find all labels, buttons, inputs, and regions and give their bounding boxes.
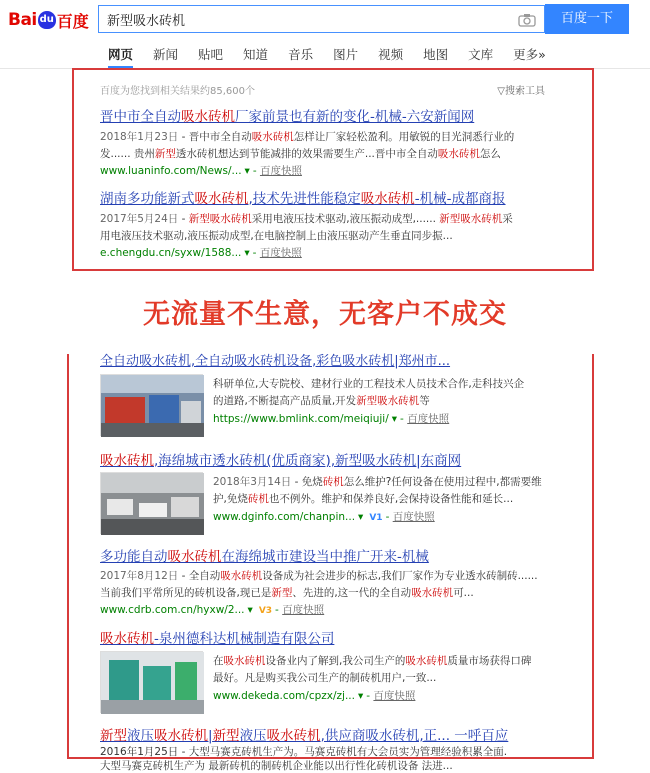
filter-icon: ▽ xyxy=(497,86,505,97)
dropdown-caret-icon[interactable]: ▾ xyxy=(244,247,250,259)
dropdown-caret-icon[interactable]: ▾ xyxy=(244,165,250,177)
search-result xyxy=(100,548,560,620)
search-result xyxy=(100,630,560,648)
result-url[interactable]: www.dginfo.com/chanpin... ▾ V1 - 百度快照 xyxy=(213,509,435,527)
search-result xyxy=(100,727,560,745)
result-count: 百度为您找到相关结果约85,600个 xyxy=(100,86,255,97)
result-title-link[interactable]: 晋中市全自动吸水砖机厂家前景也有新的变化-机械-六安新闻网 xyxy=(100,109,475,125)
result-title-link[interactable]: 吸水砖机,海绵城市透水砖机(优质商家),新型吸水砖机|东商网 xyxy=(100,453,462,469)
logo-text-right: 百度 xyxy=(56,11,89,31)
dropdown-caret-icon[interactable]: ▾ xyxy=(391,413,398,425)
result-thumbnail[interactable] xyxy=(100,472,203,534)
cache-link[interactable]: 百度快照 xyxy=(259,247,302,259)
paw-icon: du xyxy=(38,11,56,29)
result-thumbnail[interactable] xyxy=(100,651,203,713)
result-snippet: 科研单位,大专院校、建材行业的工程技术人员技术合作,走科技兴企 的道路,不断提高产品质量,开发新型吸水砖机等 xyxy=(213,378,525,407)
tab-map[interactable]: 地图 xyxy=(423,47,449,62)
tab-zhidao[interactable]: 知道 xyxy=(243,47,269,62)
search-tools-link[interactable]: ▽搜索工具 xyxy=(497,86,545,97)
dropdown-caret-icon[interactable]: ▾ xyxy=(357,690,364,702)
result-snippet: 2017年5月24日 - 新型吸水砖机采用电液压技术驱动,液压振动成型,...... 新型吸水砖机采 用电液压技术驱动,液压振动成型,在电脑控制上由液压驱动产生垂直同步振... xyxy=(100,213,513,242)
result-title-link[interactable]: 多功能自动吸水砖机在海绵城市建设当中推广开来-机械 xyxy=(100,549,429,565)
result-thumbnail[interactable] xyxy=(100,374,203,436)
v1-badge-icon[interactable]: V1 xyxy=(369,513,383,523)
result-title-link[interactable]: 新型液压吸水砖机|新型液压吸水砖机,供应商吸水砖机,正... 一呼百应 xyxy=(100,728,509,744)
cache-link[interactable]: 百度快照 xyxy=(282,604,325,616)
tab-web[interactable]: 网页 xyxy=(108,44,133,68)
search-result xyxy=(100,452,560,470)
result-snippet: 2016年1月25日 - 大型马赛克砖机生产为。马赛克砖机有大会员实为管理经验积累全面. xyxy=(100,746,508,758)
tab-more[interactable]: 更多» xyxy=(513,47,546,62)
baidu-logo[interactable] xyxy=(8,8,94,32)
cache-link[interactable]: 百度快照 xyxy=(407,413,450,425)
tab-news[interactable]: 新闻 xyxy=(153,47,179,62)
cache-link[interactable]: 百度快照 xyxy=(373,690,416,702)
banner-slogan: 无流量不生意，无客户不成交 xyxy=(143,299,507,330)
result-snippet: 2018年3月14日 - 免烧砖机怎么维护?任何设备在使用过程中,都需要维 护,免烧砖机也不例外。维护和保养良好,会保持设备性能和延长... xyxy=(213,476,542,505)
result-title-link[interactable]: 湖南多功能新式吸水砖机,技术先进性能稳定吸水砖机-机械-成都商报 xyxy=(100,191,506,207)
result-url[interactable]: e.chengdu.cn/syxw/1588... ▾ - 百度快照 xyxy=(100,247,302,259)
logo-text-left: Bai xyxy=(8,10,37,30)
search-result xyxy=(100,190,560,262)
result-meta xyxy=(100,82,545,98)
result-snippet: 2018年1月23日 - 晋中市全自动吸水砖机怎样让厂家轻松盈利。用敏锐的目光洞悉行业的 发...... 贵州新型透水砖机想达到节能减排的效果需要生产...晋中市全自动吸水砖机怎么 xyxy=(100,131,515,160)
result-url[interactable]: www.cdrb.com.cn/hyxw/2... ▾ V3 - 百度快照 xyxy=(100,602,560,620)
search-button[interactable]: 百度一下 xyxy=(545,4,629,34)
result-snippet: 在吸水砖机设备业内了解到,我公司生产的吸水砖机质量市场获得口碑 最好。凡是购买我公司生产的制砖机用户,一致... xyxy=(213,655,532,684)
tab-video[interactable]: 视频 xyxy=(378,47,404,62)
dropdown-caret-icon[interactable]: ▾ xyxy=(358,511,364,523)
tab-music[interactable]: 音乐 xyxy=(288,47,314,62)
result-snippet: 2017年8月12日 - 全自动吸水砖机设备成为社会进步的标志,我们厂家作为专业透水砖制砖...... 当前我们平常所见的砖机设备,现已是新型、先进的,这一代的全自动吸水砖机可... xyxy=(100,570,538,599)
search-input[interactable] xyxy=(99,6,518,32)
dropdown-caret-icon[interactable]: ▾ xyxy=(247,604,253,616)
cache-link[interactable]: 百度快照 xyxy=(392,511,435,523)
result-title-link[interactable]: 全自动吸水砖机,全自动吸水砖机设备,彩色吸水砖机|郑州市... xyxy=(100,354,451,369)
result-url[interactable]: https://www.bmlink.com/meiqiuji/ ▾ - 百度快照 xyxy=(213,413,450,425)
top-bar xyxy=(0,0,650,38)
result-snippet: 大型马赛克砖机生产为 最新砖机的制砖机企业能以出行性化砖机设备 法进... xyxy=(100,760,453,772)
result-url[interactable]: www.dekeda.com/cpzx/zj... ▾ - 百度快照 xyxy=(213,690,416,702)
cache-link[interactable]: 百度快照 xyxy=(259,165,302,177)
nav-tabs xyxy=(108,44,566,68)
result-url[interactable]: www.luaninfo.com/News/... ▾ - 百度快照 xyxy=(100,165,302,177)
camera-icon[interactable] xyxy=(518,12,536,26)
search-box xyxy=(98,5,545,33)
result-title-link[interactable]: 吸水砖机-泉州德科达机械制造有限公司 xyxy=(100,631,335,647)
v3-badge-icon[interactable]: V3 xyxy=(258,606,273,616)
tab-tieba[interactable]: 贴吧 xyxy=(198,47,224,62)
search-result xyxy=(100,108,560,180)
tab-wenku[interactable]: 文库 xyxy=(468,47,494,62)
tab-images[interactable]: 图片 xyxy=(333,47,359,62)
